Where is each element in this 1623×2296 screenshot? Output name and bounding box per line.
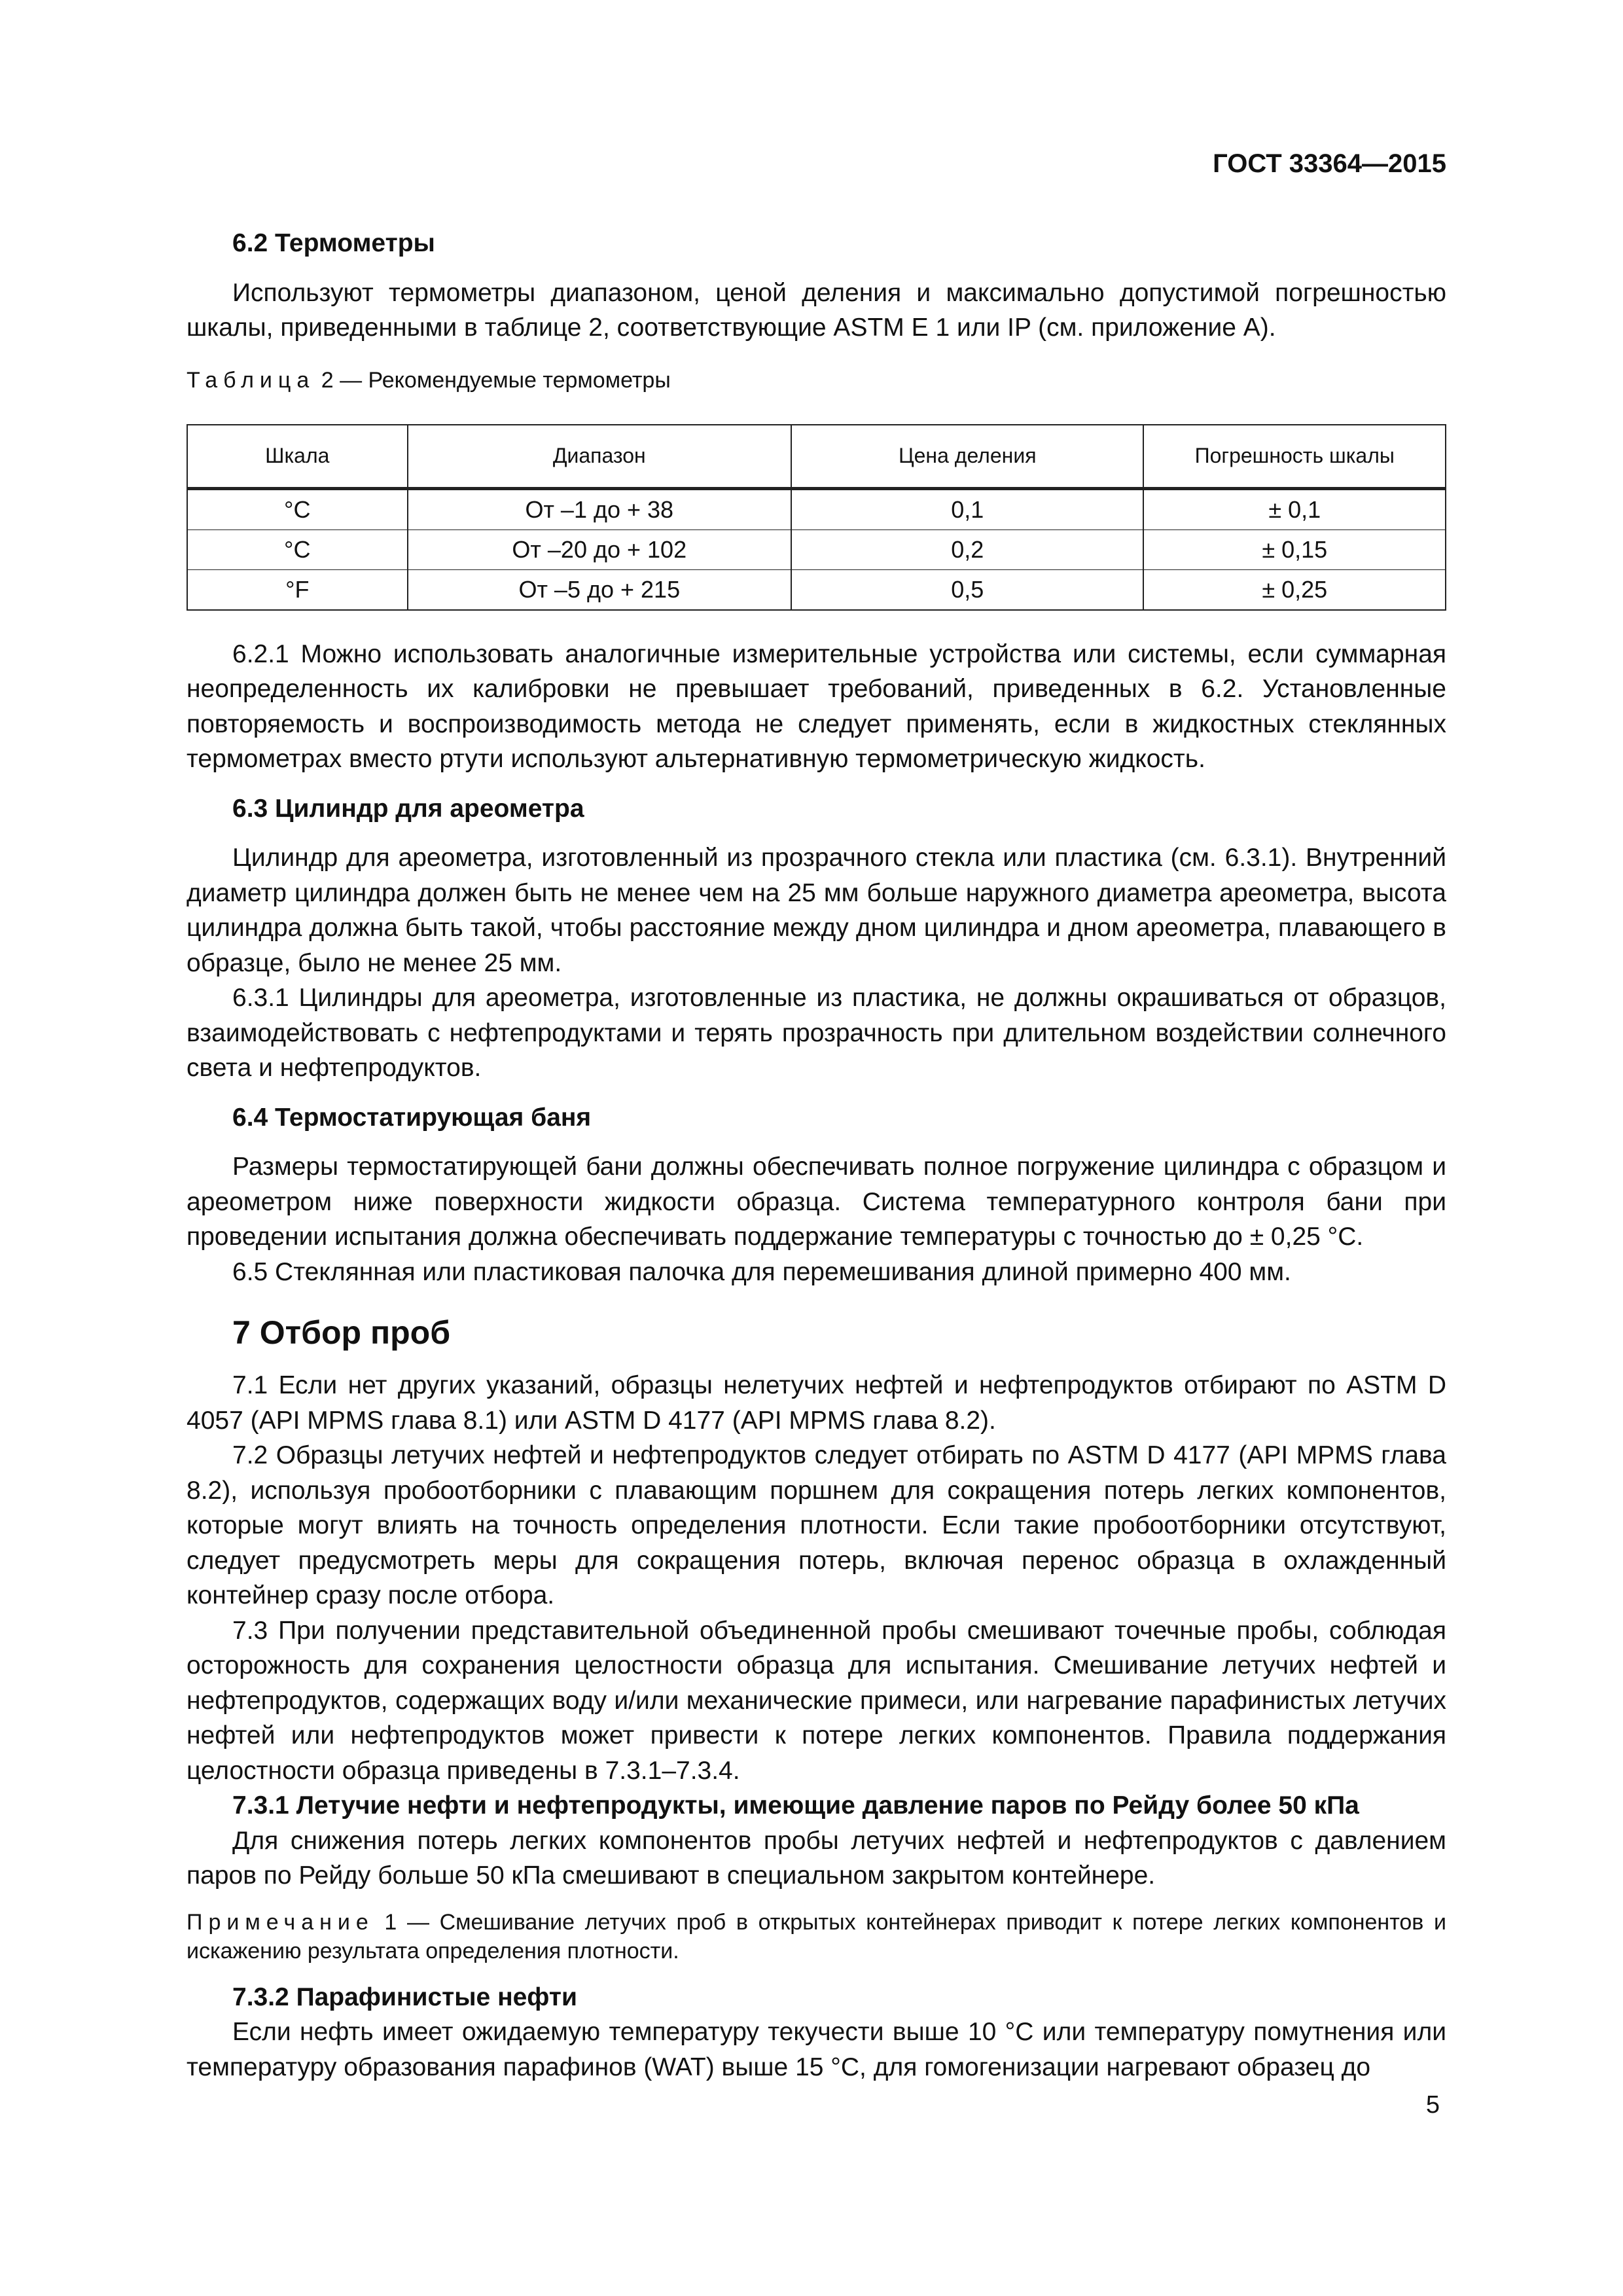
- table-header-cell: Диапазон: [408, 425, 792, 489]
- table-2-caption: [187, 365, 1446, 395]
- note-1: [187, 1908, 1446, 1965]
- table-cell: От –5 до + 215: [408, 569, 792, 610]
- table-cell: 0,5: [791, 569, 1143, 610]
- thermometers-table: [187, 424, 1446, 611]
- paragraph-7-2: 7.2 Образцы летучих нефтей и нефтепродуктов следует отбирать по ASTM D 4177 (API MPMS глава 8.2), используя пробоотборники с плавающим поршнем для сокращения потерь легких компонентов, которые могут влиять на точность определения плотности. Если такие пробоотборники отсутствуют, следует предусмотреть меры для сокращения потерь, включая перенос образца в охлажденный контейнер сразу после отбора.: [187, 1441, 1446, 1609]
- table-caption-label: Таблица: [187, 367, 315, 393]
- section-6-4-paragraph: Размеры термостатирующей бани должны обеспечивать полное погружение цилиндра с образцом и ареометром ниже поверхности жидкости образца. Система температурного контроля бани при проведении испытания должна обеспечивать поддержание температуры с точностью до ± 0,25 °С.: [187, 1153, 1446, 1251]
- section-6-2-paragraph: Используют термометры диапазоном, ценой деления и максимально допустимой погрешностью шкалы, приведенными в таблице 2, соответствующие ASTM E 1 или IP (см. приложение А).: [187, 278, 1446, 342]
- table-header-cell: Погрешность шкалы: [1143, 425, 1446, 489]
- table-cell: 0,2: [791, 529, 1143, 569]
- table-row: [187, 569, 1446, 610]
- section-7-3-1-heading: 7.3.1 Летучие нефти и нефтепродукты, имеющие давление паров по Рейду более 50 кПа: [232, 1791, 1359, 1820]
- table-header-cell: Шкала: [187, 425, 408, 489]
- paragraph-7-3: 7.3 При получении представительной объединенной пробы смешивают точечные пробы, соблюдая осторожность для сохранения целостности образца для испытания. Смешивание летучих нефтей и нефтепродуктов, содержащих воду и/или механические примеси, или нагревание парафинистых летучих нефтей или нефтепродуктов может привести к потере легких компонентов. Правила поддержания целостности образца приведены в 7.3.1–7.3.4.: [187, 1616, 1446, 1785]
- table-cell: От –20 до + 102: [408, 529, 792, 569]
- table-cell: ± 0,15: [1143, 529, 1446, 569]
- table-cell: ± 0,25: [1143, 569, 1446, 610]
- document-body: [187, 226, 1446, 2085]
- table-cell: °F: [187, 569, 408, 610]
- paragraph-6-3-1: 6.3.1 Цилиндры для ареометра, изготовленные из пластика, не должны окрашиваться от образцов, взаимодействовать с нефтепродуктами и терять прозрачность при длительном воздействии солнечного света и нефтепродуктов.: [187, 984, 1446, 1082]
- note-text: 1 — Смешивание летучих проб в открытых контейнерах приводит к потере легких компонентов и искажению результата определения плотности.: [187, 1909, 1446, 1964]
- note-label: Примечание: [187, 1909, 374, 1935]
- table-cell: °С: [187, 529, 408, 569]
- table-header-row: [187, 425, 1446, 489]
- section-6-3-heading: 6.3 Цилиндр для ареометра: [232, 794, 584, 823]
- table-row: [187, 488, 1446, 529]
- paragraph-7-3-2: Если нефть имеет ожидаемую температуру текучести выше 10 °С или температуру помутнения или температуру образования парафинов (WAT) выше 15 °С, для гомогенизации нагревают образец до: [187, 2018, 1446, 2081]
- table-cell: 0,1: [791, 488, 1143, 529]
- paragraph-6-2-1: 6.2.1 Можно использовать аналогичные измерительные устройства или системы, если суммарная неопределенность их калибровки не превышает требований, приведенных в 6.2. Установленные повторяемость и воспроизводимость метода не следует применять, если в жидкостных стеклянных термометрах вместо ртути используют альтернативную термометрическую жидкость.: [187, 639, 1446, 773]
- table-row: [187, 529, 1446, 569]
- paragraph-6-5: 6.5 Стеклянная или пластиковая палочка для перемешивания длиной примерно 400 мм.: [232, 1257, 1291, 1286]
- paragraph-7-1: 7.1 Если нет других указаний, образцы нелетучих нефтей и нефтепродуктов отбирают по ASTM D 4057 (API MPMS глава 8.1) или ASTM D 4177 (API MPMS глава 8.2).: [187, 1371, 1446, 1435]
- table-cell: ± 0,1: [1143, 488, 1446, 529]
- section-7-heading: 7 Отбор проб: [232, 1314, 451, 1351]
- document-code-header: ГОСТ 33364—2015: [1213, 149, 1446, 178]
- table-header-cell: Цена деления: [791, 425, 1143, 489]
- table-caption-text: 2 — Рекомендуемые термометры: [315, 367, 671, 393]
- page-number: 5: [1425, 2091, 1440, 2119]
- section-6-2-heading: 6.2 Термометры: [232, 229, 435, 257]
- paragraph-7-3-1: Для снижения потерь легких компонентов пробы летучих нефтей и нефтепродуктов с давлением паров по Рейду больше 50 кПа смешивают в специальном закрытом контейнере.: [187, 1826, 1446, 1890]
- table-cell: °С: [187, 488, 408, 529]
- table-cell: От –1 до + 38: [408, 488, 792, 529]
- section-7-3-2-heading: 7.3.2 Парафинистые нефти: [232, 1982, 577, 2011]
- section-6-3-paragraph: Цилиндр для ареометра, изготовленный из прозрачного стекла или пластика (см. 6.3.1). Внутренний диаметр цилиндра должен быть не менее чем на 25 мм больше наружного диаметра ареометра, высота цилиндра должна быть такой, чтобы расстояние между дном цилиндра и дном ареометра, плавающего в образце, было не менее 25 мм.: [187, 844, 1446, 977]
- section-6-4-heading: 6.4 Термостатирующая баня: [232, 1103, 592, 1132]
